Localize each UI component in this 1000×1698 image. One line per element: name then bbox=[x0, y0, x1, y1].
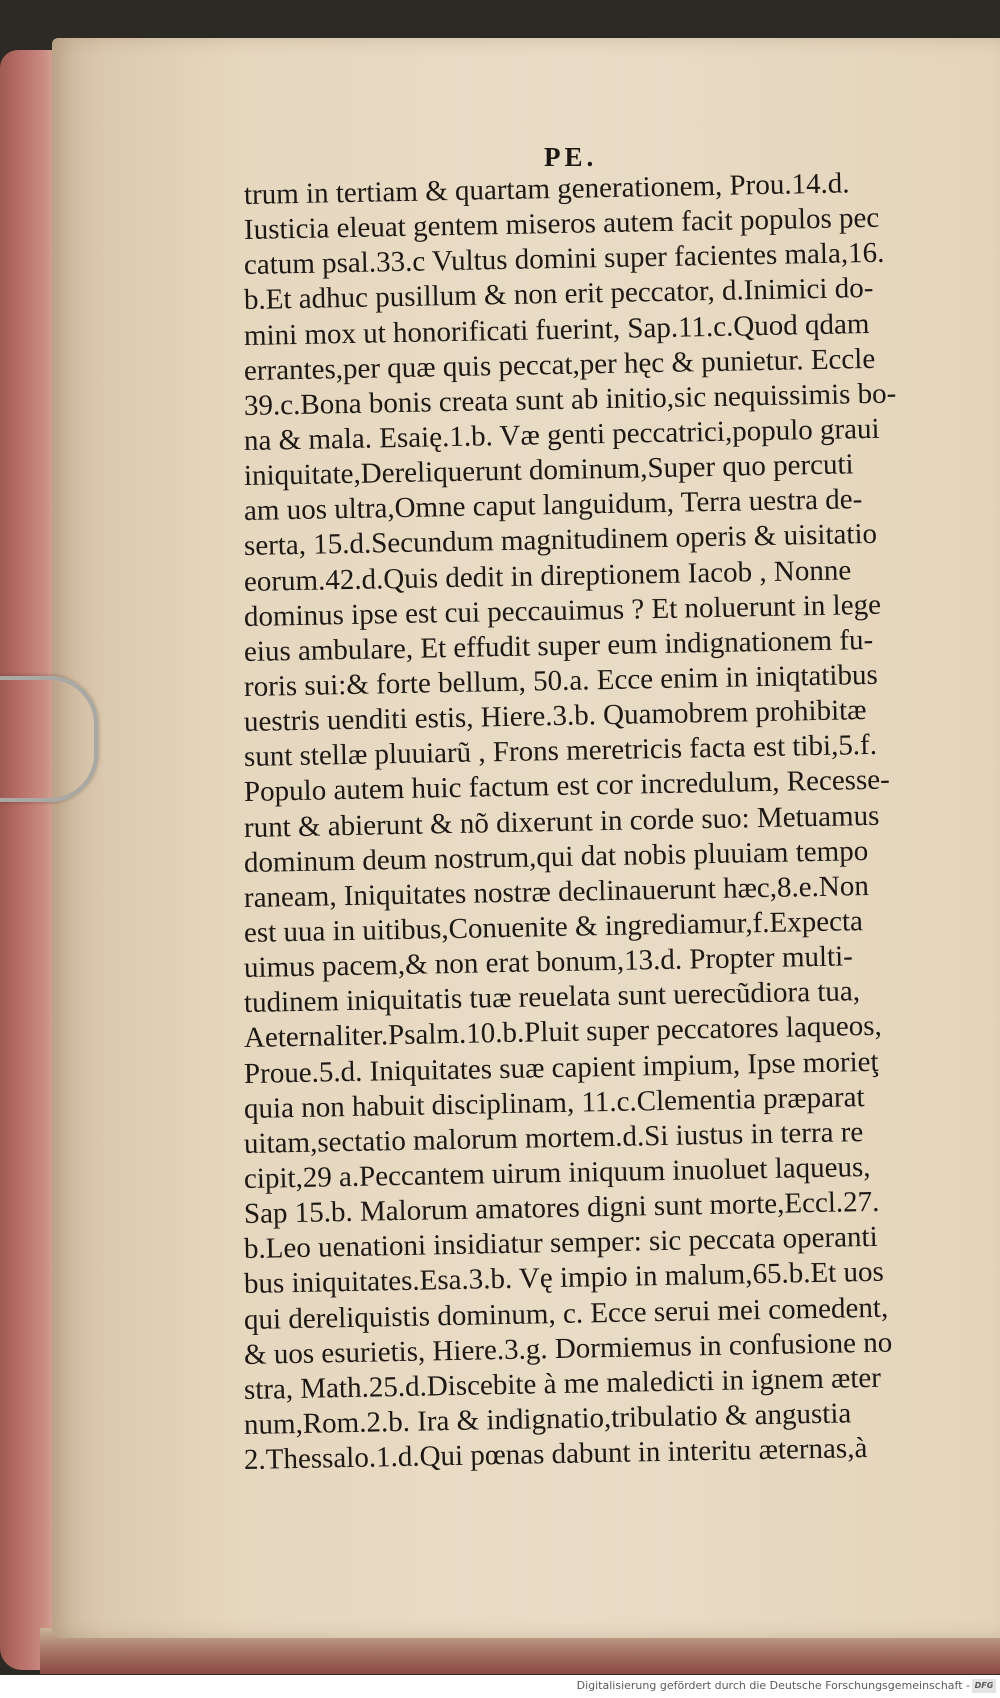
text-line: eorum.42.d.Quis dedit in direptionem Iacob , Nonne bbox=[243, 553, 852, 598]
text-line: uestris uenditi estis, Hiere.3.b. Quamobrem prohibitæ bbox=[243, 694, 867, 739]
page-clip bbox=[0, 676, 98, 802]
text-line: uitam,sectatio malorum mortem.d.Si iustus in terra re bbox=[243, 1115, 864, 1160]
text-line: Sap 15.b. Malorum amatores digni sunt morte,Eccl.27. bbox=[243, 1185, 880, 1231]
text-line: 39.c.Bona bonis creata sunt ab initio,sic nequissimis bo- bbox=[243, 377, 897, 422]
text-line: tudinem iniquitatis tuæ reuelata sunt uerecũdiora tua, bbox=[243, 975, 861, 1020]
text-line: est uua in uitibus,Conuenite & ingrediamur,f.Expecta bbox=[243, 905, 864, 949]
text-line: na & mala. Esaię.1.b. Væ genti peccatrici,populo graui bbox=[243, 412, 880, 457]
text-line: & uos esurietis, Hiere.3.g. Dormiemus in confusione no bbox=[243, 1326, 893, 1371]
text-block bbox=[243, 167, 959, 1478]
digitization-credit: Digitalisierung gefördert durch die Deutsche Forschungsgemeinschaft - bbox=[576, 1679, 970, 1692]
text-line: dominus ipse est cui peccauimus ? Et noluerunt in lege bbox=[243, 588, 882, 633]
text-line: Proue.5.d. Iniquitates suæ capient impium, Ipse morieţ bbox=[243, 1045, 879, 1090]
book-page bbox=[52, 38, 1000, 1638]
text-line: iniquitate,Dereliquerunt dominum,Super quo percuti bbox=[243, 448, 854, 493]
text-line: serta, 15.d.Secundum magnitudinem operis & uisitatio bbox=[243, 518, 878, 563]
text-line: Iusticia eleuat gentem miseros autem facit populos pec bbox=[243, 201, 880, 247]
footer-bar bbox=[0, 1675, 1000, 1698]
text-line: b.Et adhuc pusillum & non erit peccator, d.Inimici do- bbox=[243, 272, 874, 317]
text-line: num,Rom.2.b. Ira & indignatio,tribulatio & angustia bbox=[243, 1397, 852, 1441]
text-line: errantes,per quæ quis peccat,per hęc & punietur. Eccle bbox=[243, 342, 876, 387]
text-line: uimus pacem,& non erat bonum,13.d. Propter multi- bbox=[243, 940, 854, 985]
text-line: trum in tertiam & quartam generationem, Prou.14.d. bbox=[243, 167, 850, 211]
text-line: cipit,29 a.Peccantem uirum iniquum inuoluet laqueus, bbox=[243, 1150, 871, 1195]
text-line: eius ambulare, Et effudit super eum indignationem fu- bbox=[243, 623, 874, 668]
text-line: mini mox ut honorificati fuerint, Sap.11.c.Quod qdam bbox=[243, 307, 870, 352]
dfg-logo: DFG bbox=[972, 1679, 996, 1693]
text-line: roris sui:& forte bellum, 50.a. Ecce enim in iniqtatibus bbox=[243, 658, 879, 703]
text-line: Populo autem huic factum est cor incredulum, Recesse- bbox=[243, 763, 891, 809]
text-line: dominum deum nostrum,qui dat nobis pluuiam tempo bbox=[243, 834, 869, 879]
text-line: 2.Thessalo.1.d.Qui pœnas dabunt in interitu æternas,à bbox=[243, 1432, 868, 1477]
text-line: b.Leo uenationi insidiatur semper: sic peccata operanti bbox=[243, 1221, 878, 1266]
text-line: stra, Math.25.d.Discebite à me maledicti in ignem æter bbox=[243, 1361, 882, 1406]
text-line: am uos ultra,Omne caput languidum, Terra uestra de- bbox=[243, 483, 863, 528]
text-line: qui dereliquistis dominum, c. Ecce serui mei comedent, bbox=[243, 1291, 889, 1336]
text-line: bus iniquitates.Esa.3.b. Vę impio in malum,65.b.Et uos bbox=[243, 1256, 885, 1301]
text-line: quia non habuit disciplinam, 11.c.Clementia præparat bbox=[243, 1080, 865, 1125]
running-head: PE. bbox=[544, 142, 598, 172]
text-line: sunt stellæ pluuiarũ , Frons meretricis facta est tibi,5.f. bbox=[243, 729, 878, 774]
text-line: catum psal.33.c Vultus domini super facientes mala,16. bbox=[243, 236, 885, 282]
text-line: runt & abierunt & nõ dixerunt in corde suo: Metuamus bbox=[243, 799, 880, 844]
text-line: Aeternaliter.Psalm.10.b.Pluit super peccatores laqueos, bbox=[243, 1010, 883, 1055]
text-line: raneam, Iniquitates nostræ declinauerunt hæc,8.e.Non bbox=[243, 869, 870, 914]
